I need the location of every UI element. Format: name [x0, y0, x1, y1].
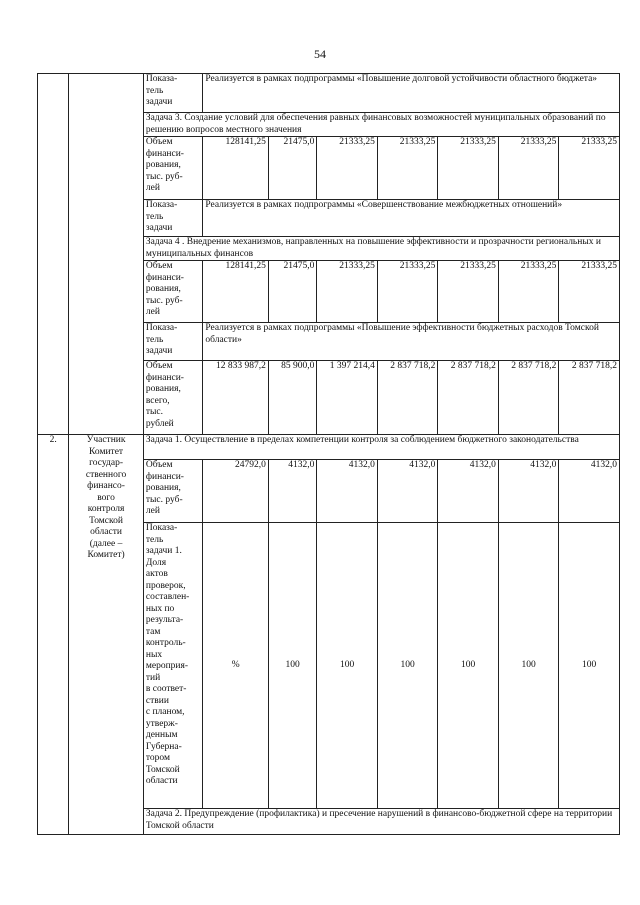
value-cell: 21333,25	[317, 261, 378, 323]
value-cell: 21333,25	[377, 261, 438, 323]
value-cell: 2 837 718,2	[438, 361, 499, 435]
value-cell: 21333,25	[438, 261, 499, 323]
value-cell: 4132,0	[498, 460, 559, 523]
indicator-label: Показа- тель задачи	[143, 74, 203, 113]
value-cell: 1 397 214,4	[317, 361, 378, 435]
value-cell: 85 900,0	[268, 361, 316, 435]
value-cell: 100	[559, 523, 620, 809]
indicator-label: Показа- тель задачи	[143, 323, 203, 361]
value-cell: 21475,0	[268, 261, 316, 323]
value-cell: 100	[377, 523, 438, 809]
participant-name: Участник Комитет государ- ственного финансо- вого контроля Томской области (далее – Комитет)	[69, 435, 144, 835]
task-3-text: Задача 3. Создание условий для обеспечения равных финансовых возможностей муниципальных образований по решению вопросов местного значения	[143, 113, 619, 137]
value-cell: 2 837 718,2	[377, 361, 438, 435]
table-row	[38, 74, 620, 113]
financing-label: Объем финанси- рования, тыс. руб- лей	[143, 460, 203, 523]
value-cell: 21333,25	[317, 137, 378, 200]
row-number: 2.	[38, 435, 69, 835]
indicator-text: Реализуется в рамках подпрограммы «Совершенствование межбюджетных отношений»	[203, 200, 620, 237]
value-cell: 4132,0	[377, 460, 438, 523]
value-cell: 21333,25	[377, 137, 438, 200]
value-cell: 21333,25	[559, 261, 620, 323]
page-number: 54	[314, 47, 326, 61]
value-cell: 100	[317, 523, 378, 809]
value-cell: 128141,25	[203, 137, 269, 200]
value-cell: 4132,0	[438, 460, 499, 523]
value-cell: 100	[268, 523, 316, 809]
indicator-text: Реализуется в рамках подпрограммы «Повышение долговой устойчивости областного бюджета»	[203, 74, 620, 113]
task-1-text: Задача 1. Осуществление в пределах компетенции контроля за соблюдением бюджетного законодательства	[143, 435, 619, 460]
value-cell: 4132,0	[268, 460, 316, 523]
indicator-description: Показа- тель задачи 1. Доля актов проверок, составлен- ных по результа- там контроль- ных мероприя- тий в соответ- ствии с планом, утверж- денным Губерна- тором Томской области	[143, 523, 203, 809]
value-cell: 21333,25	[438, 137, 499, 200]
value-cell: 2 837 718,2	[559, 361, 620, 435]
indicator-label: Показа- тель задачи	[143, 200, 203, 237]
financing-total-label: Объем финанси- рования, всего, тыс. рублей	[143, 361, 203, 435]
value-cell: 24792,0	[203, 460, 269, 523]
number-cell-empty	[38, 74, 69, 435]
value-cell: 128141,25	[203, 261, 269, 323]
financing-label: Объем финанси- рования, тыс. руб- лей	[143, 137, 203, 200]
value-cell: 4132,0	[317, 460, 378, 523]
value-cell: 21333,25	[559, 137, 620, 200]
value-cell: 21333,25	[498, 137, 559, 200]
value-cell: 4132,0	[559, 460, 620, 523]
value-cell: 2 837 718,2	[498, 361, 559, 435]
participant-cell-empty	[69, 74, 144, 435]
value-cell: 12 833 987,2	[203, 361, 269, 435]
indicator-text: Реализуется в рамках подпрограммы «Повышение эффективности бюджетных расходов Томской области»	[203, 323, 620, 361]
unit-cell: %	[203, 523, 269, 809]
task-4-text: Задача 4 . Внедрение механизмов, направленных на повышение эффективности и прозрачности региональных и муниципальных финансов	[143, 237, 619, 261]
value-cell: 21333,25	[498, 261, 559, 323]
financing-label: Объем финанси- рования, тыс. руб- лей	[143, 261, 203, 323]
table-row	[38, 435, 620, 460]
program-table	[37, 73, 620, 835]
value-cell: 21475,0	[268, 137, 316, 200]
value-cell: 100	[438, 523, 499, 809]
value-cell: 100	[498, 523, 559, 809]
task-2-text: Задача 2. Предупреждение (профилактика) и пресечение нарушений в финансово-бюджетной сфере на территории Томской области	[143, 809, 619, 835]
